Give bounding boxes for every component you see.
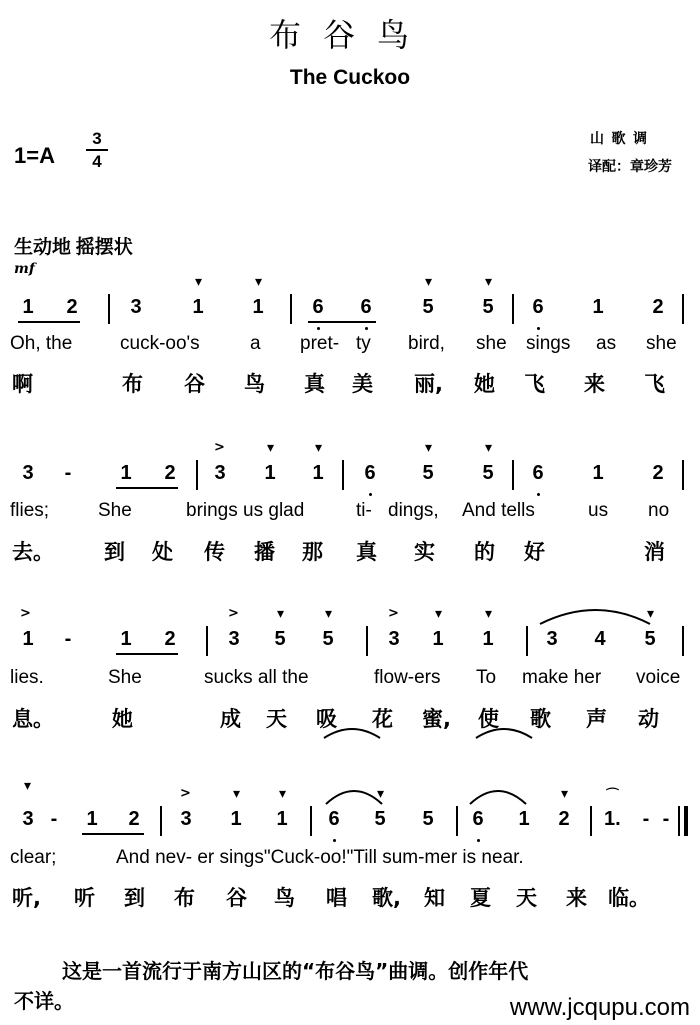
low-octave-dot — [333, 839, 336, 842]
staccato-mark: ▾ — [435, 606, 443, 622]
lyric-en: Oh, the — [10, 333, 73, 354]
lyric-cn: 消 — [644, 540, 665, 564]
lyric-cn: 处 — [152, 540, 173, 564]
note: 1 — [192, 296, 204, 318]
barline — [682, 626, 684, 656]
lyric-cn: 去。 — [12, 540, 54, 564]
lyric-en: She — [98, 500, 132, 521]
staccato-mark: ▾ — [233, 786, 241, 802]
lyric-cn: 来 — [584, 372, 605, 396]
slur — [470, 791, 526, 804]
barline — [160, 806, 162, 836]
note: 1 — [518, 808, 530, 830]
title-english: The Cuckoo — [289, 66, 411, 89]
note: 6 — [532, 462, 544, 484]
note: 1 — [120, 628, 132, 650]
lyric-en: voice — [636, 667, 681, 688]
lyric-cn: 歌, — [372, 886, 401, 910]
lyric-cn: 飞 — [524, 372, 545, 396]
note: 1 — [592, 462, 604, 484]
note: 3 — [546, 628, 558, 650]
note: 3 — [22, 462, 34, 484]
note: 2 — [558, 808, 570, 830]
note: 5 — [482, 462, 494, 484]
note: 4 — [594, 628, 606, 650]
slur — [326, 791, 382, 804]
low-octave-dot — [317, 327, 320, 330]
lyric-en: no — [648, 500, 670, 521]
barline — [108, 294, 110, 324]
note: 5 — [422, 296, 434, 318]
accent-mark: > — [20, 606, 31, 621]
lyric-cn: 听 — [74, 886, 95, 910]
note: 6 — [364, 462, 376, 484]
lyric-cn: 息。 — [12, 707, 54, 731]
time-sig-bottom: 4 — [92, 152, 102, 171]
note: 3 — [180, 808, 192, 830]
note: 5 — [422, 808, 434, 830]
lyric-en: ty — [356, 333, 371, 354]
lyric-cn: 天 — [516, 886, 537, 910]
watermark: www.jcqupu.com — [509, 994, 690, 1021]
note: 1 — [312, 462, 324, 484]
staccato-mark: ▾ — [485, 606, 493, 622]
lyric-cn: 播 — [254, 540, 275, 564]
accent-mark: > — [214, 440, 225, 455]
note: 3 — [130, 296, 142, 318]
eighth-underline — [18, 321, 80, 323]
lyric-en: flow-ers — [374, 667, 441, 688]
lyric-en: And tells — [462, 500, 535, 521]
credit-source: 山 歌 调 — [590, 132, 649, 147]
lyric-en: dings, — [388, 500, 439, 521]
time-sig-bar — [86, 149, 108, 151]
lyric-cn: 鸟 — [274, 886, 295, 910]
staccato-mark: ▾ — [647, 606, 655, 622]
note: 5 — [274, 628, 286, 650]
barline — [590, 806, 592, 836]
barline — [366, 626, 368, 656]
note: 1 — [120, 462, 132, 484]
low-octave-dot — [369, 493, 372, 496]
eighth-underline — [82, 833, 144, 835]
note: 6 — [312, 296, 324, 318]
lyric-cn: 的 — [474, 540, 495, 564]
note: 1 — [22, 628, 34, 650]
lyric-cn: 动 — [638, 707, 659, 731]
note: 5 — [322, 628, 334, 650]
lyric-en: She — [108, 667, 142, 688]
staccato-mark: ▾ — [561, 786, 569, 802]
lyric-cn: 天 — [266, 707, 287, 731]
barline — [196, 460, 198, 490]
note: 2 — [652, 462, 664, 484]
lyric-cn: 临。 — [608, 886, 650, 910]
barline — [310, 806, 312, 836]
lyric-cn: 那 — [302, 540, 323, 564]
note: 1 — [22, 296, 34, 318]
staccato-mark: ▾ — [485, 274, 493, 290]
note: 2 — [652, 296, 664, 318]
staccato-mark: ▾ — [279, 786, 287, 802]
note: 1 — [276, 808, 288, 830]
lyric-en: sings — [526, 333, 571, 354]
barline — [342, 460, 344, 490]
lyric-en: clear; — [10, 847, 57, 868]
lyric-en: bird, — [408, 333, 445, 354]
lyric-cn: 她 — [474, 372, 495, 396]
lyric-cn: 听, — [12, 886, 41, 910]
lyric-cn: 好 — [524, 540, 545, 564]
lyric-en: And nev- er sings"Cuck-oo!"Till sum-mer is near. — [116, 847, 524, 868]
staccato-mark: ▾ — [195, 274, 203, 290]
footnote: 这是一首流行于南方山区的“布谷鸟”曲调。创作年代 — [62, 959, 529, 983]
lyric-cn: 歌 — [530, 707, 551, 731]
note: 3 — [214, 462, 226, 484]
lyric-cn: 吸 — [316, 707, 337, 731]
note: - — [64, 628, 72, 650]
barline — [206, 626, 208, 656]
staccato-mark: ▾ — [485, 440, 493, 456]
final-barline-thick — [684, 806, 688, 836]
lyric-cn: 飞 — [644, 372, 665, 396]
note: 1 — [482, 628, 494, 650]
note: 5 — [422, 462, 434, 484]
lyric-cn: 到 — [104, 540, 125, 564]
lyric-cn: 到 — [124, 886, 145, 910]
note: 6 — [532, 296, 544, 318]
lyric-cn: 布 — [122, 372, 143, 396]
lyric-cn: 啊 — [12, 372, 33, 396]
footnote-continued: 不详。 — [14, 989, 74, 1013]
lyric-en: flies; — [10, 500, 50, 521]
note: 6 — [360, 296, 372, 318]
staccato-mark: ▾ — [377, 786, 385, 802]
key-signature: 1=A — [14, 143, 55, 168]
lyric-cn: 传 — [204, 540, 225, 564]
slur — [540, 610, 650, 624]
tempo-marking: 生动地 摇摆状 — [14, 237, 133, 258]
note: 3 — [388, 628, 400, 650]
note: 2 — [164, 628, 176, 650]
note: 5 — [644, 628, 656, 650]
note: 2 — [128, 808, 140, 830]
fermata-mark: ⌒ — [606, 788, 620, 803]
low-octave-dot — [365, 327, 368, 330]
eighth-underline — [308, 321, 376, 323]
accent-mark: > — [228, 606, 239, 621]
lyric-cn: 夏 — [470, 886, 491, 910]
lyric-en: make her — [522, 667, 602, 688]
note: 1. — [604, 808, 621, 830]
dynamic-marking: mf — [14, 261, 35, 277]
lyric-en: cuck-oo's — [120, 333, 200, 354]
note: 1 — [86, 808, 98, 830]
staccato-mark: ▾ — [267, 440, 275, 456]
note: - — [50, 808, 58, 830]
credit-arranger: 译配：章珍芳 — [588, 160, 672, 175]
note: 2 — [164, 462, 176, 484]
note: 3 — [22, 808, 34, 830]
eighth-underline — [116, 487, 178, 489]
note: 1 — [432, 628, 444, 650]
barline — [682, 294, 684, 324]
note: 6 — [328, 808, 340, 830]
lyric-cn: 她 — [112, 707, 133, 731]
lyric-en: as — [596, 333, 617, 354]
lyric-en: pret- — [300, 333, 340, 354]
note: - — [662, 808, 670, 830]
low-octave-dot — [537, 493, 540, 496]
lyric-cn: 真 — [304, 372, 325, 396]
lyric-cn: 布 — [174, 886, 195, 910]
lyric-cn: 知 — [424, 886, 445, 910]
lyric-en: she — [646, 333, 677, 354]
note: 2 — [66, 296, 78, 318]
staccato-mark: ▾ — [315, 440, 323, 456]
lyric-cn: 蜜, — [422, 707, 451, 731]
note: - — [642, 808, 650, 830]
lyric-cn: 唱 — [326, 886, 347, 910]
barline — [526, 626, 528, 656]
lyric-cn: 美 — [352, 372, 373, 396]
low-octave-dot — [477, 839, 480, 842]
low-octave-dot — [537, 327, 540, 330]
lyric-cn: 实 — [414, 540, 435, 564]
lyric-cn: 谷 — [226, 886, 247, 910]
lyric-en: lies. — [10, 667, 44, 688]
lyric-cn: 谷 — [184, 372, 205, 396]
note: 5 — [482, 296, 494, 318]
final-barline-thin — [678, 806, 680, 836]
time-sig-top: 3 — [92, 129, 102, 148]
lyric-en: To — [476, 667, 497, 688]
lyric-cn: 真 — [356, 540, 377, 564]
note: 6 — [472, 808, 484, 830]
lyric-cn: 花 — [372, 707, 393, 731]
lyric-en: brings us glad — [186, 500, 305, 521]
title-chinese: 布谷鸟 — [268, 16, 431, 54]
eighth-underline — [116, 653, 178, 655]
note: 1 — [264, 462, 276, 484]
lyric-en: a — [250, 333, 261, 354]
staccato-mark: ▾ — [425, 274, 433, 290]
lyric-en: sucks all the — [204, 667, 309, 688]
lyric-en: us — [588, 500, 609, 521]
note: 1 — [230, 808, 242, 830]
note: 5 — [374, 808, 386, 830]
barline — [682, 460, 684, 490]
staccato-mark: ▾ — [255, 274, 263, 290]
barline — [456, 806, 458, 836]
accent-mark: > — [388, 606, 399, 621]
note: 1 — [592, 296, 604, 318]
time-signature — [86, 130, 108, 170]
lyric-cn: 来 — [566, 886, 587, 910]
staccato-mark: ▾ — [325, 606, 333, 622]
lyric-cn: 使 — [478, 707, 499, 731]
lyric-en: ti- — [356, 500, 372, 521]
note: - — [64, 462, 72, 484]
lyric-en: she — [476, 333, 507, 354]
lyric-cn: 成 — [220, 707, 241, 731]
lyric-cn: 鸟 — [244, 372, 265, 396]
lyric-cn: 丽, — [414, 372, 443, 396]
staccato-mark: ▾ — [24, 778, 32, 794]
lyric-cn: 声 — [586, 707, 607, 731]
note: 1 — [252, 296, 264, 318]
staccato-mark: ▾ — [425, 440, 433, 456]
staccato-mark: ▾ — [277, 606, 285, 622]
barline — [290, 294, 292, 324]
barline — [512, 294, 514, 324]
note: 3 — [228, 628, 240, 650]
barline — [512, 460, 514, 490]
accent-mark: > — [180, 786, 191, 801]
